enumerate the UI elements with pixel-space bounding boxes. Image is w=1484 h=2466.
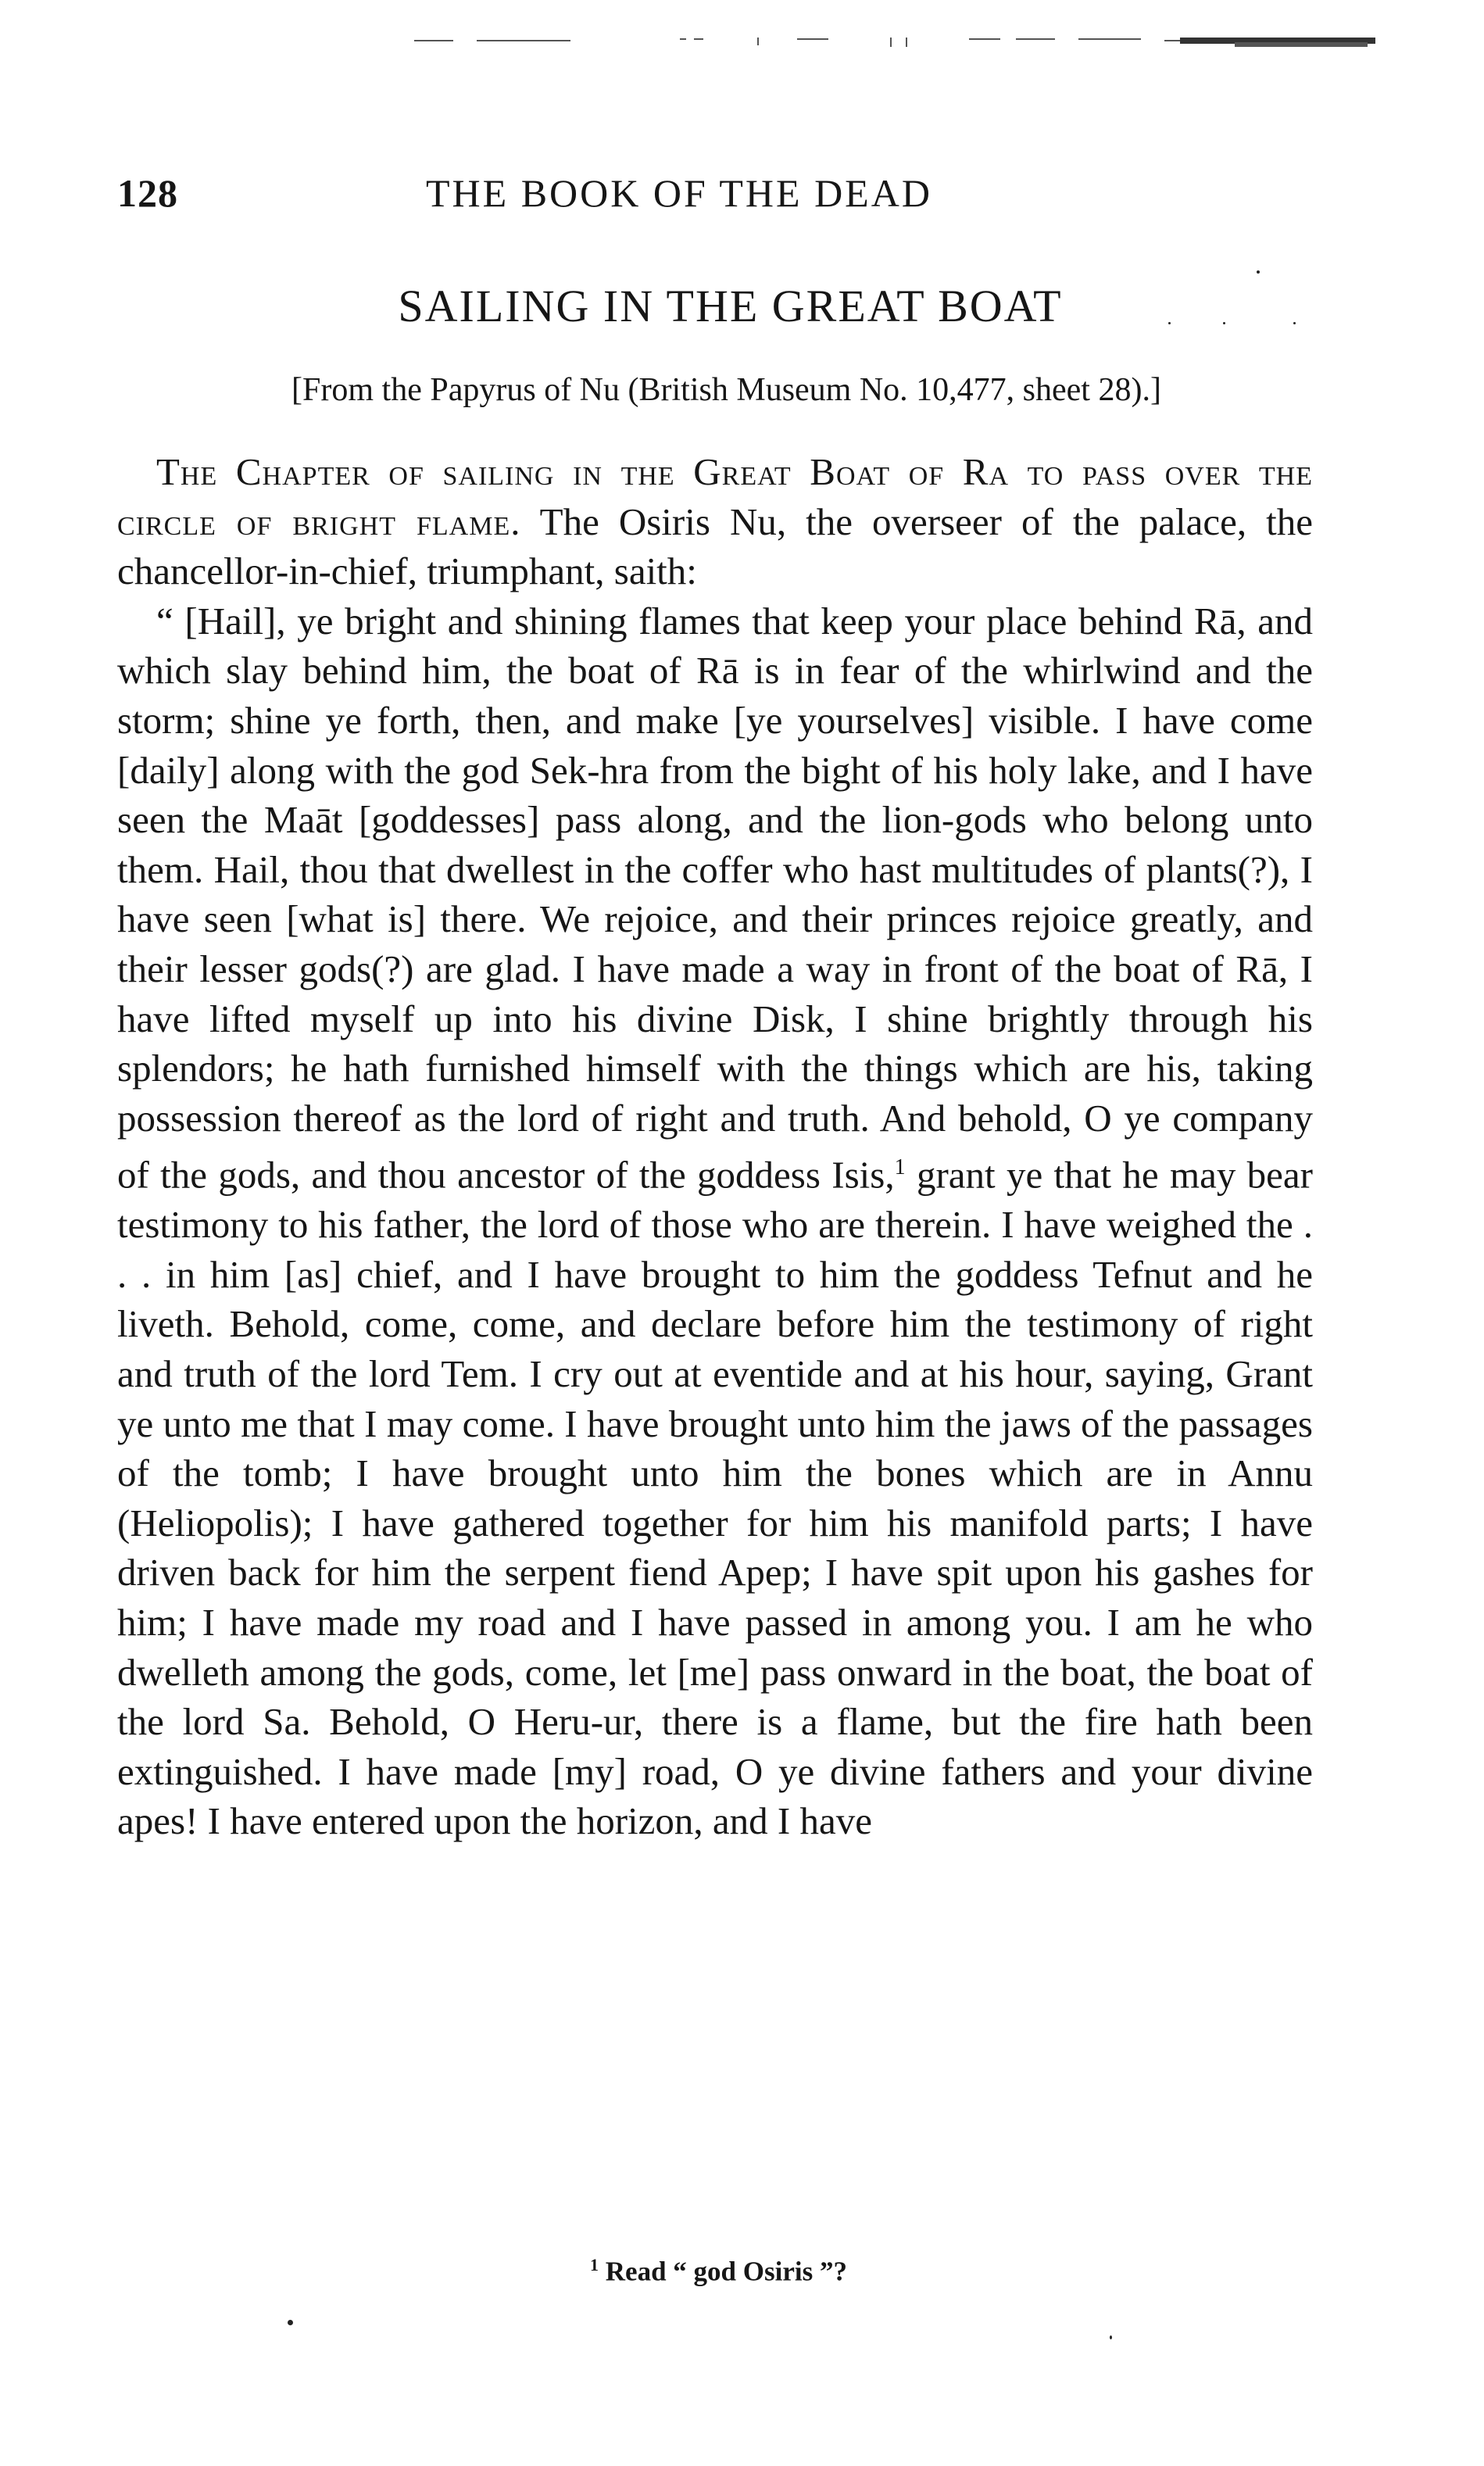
body-text <box>117 447 1313 1846</box>
intro-text: The Osiris Nu, the overseer of the palace, the chancellor-in-chief, triumphant, saith: <box>117 499 1313 593</box>
footnote <box>0 2255 1484 2288</box>
scan-speck <box>1168 322 1171 324</box>
paragraph-text-part1: “ [Hail], ye bright and shining flames that keep your place behind Rā, and which slay behind him, the boat of Rā is in fear of the whirlwind and the storm; shine ye forth, then, and make [ye yourselves] visible. I have come [daily] along with the god Sek-hra from the bight of his holy lake, and I have seen the Maāt [goddesses] pass along, and the lion-gods who belong unto them. Hail, thou that dwellest in the coffer who hast multitudes of plants(?), I have seen [what is] there. We rejoice, and their princes rejoice greatly, and their lesser gods(?) are glad. I have made a way in front of the boat of Rā, I have lifted myself up into his divine Disk, I shine brightly through his splendors; he hath furnished himself with the things which are his, taking possession thereof as the lord of right and truth. And behold, O ye company of the gods, and thou ancestor of the goddess Isis, <box>117 599 1313 1197</box>
running-head: THE BOOK OF THE DEAD <box>426 171 932 215</box>
footnote-marker: 1 <box>590 2255 599 2275</box>
paragraph-text-part2: grant ye that he may bear testimony to his father, the lord of those who are therein. I have weighed the . . . in him [as] chief, and I have brought to him the goddess Tefnut and he liveth. Behold, come, come, and declare before him the testimony of right and truth of the lord Tem. I cry out at eventide and at his hour, saying, Grant ye unto me that I may come. I have brought unto him the jaws of the passages of the tomb; I have brought unto him the bones which are in Annu (Heliopolis); I have gathered together for him his manifold parts; I have driven back for him the serpent fiend Apep; I have spit upon his gashes for him; I have made my road and I have passed in among you. I am he who dwelleth among the gods, come, let [me] pass onward in the boat, the boat of the lord Sa. Behold, O Heru-ur, there is a flame, but the fire hath been extinguished. I have made [my] road, O ye divine fathers and your divine apes! I have entered upon the horizon, and I have <box>117 1153 1313 1843</box>
page-number: 128 <box>117 171 178 215</box>
scan-artifact-strip <box>391 34 1430 50</box>
chapter-title: SAILING IN THE GREAT BOAT <box>398 281 1063 331</box>
chapter-rubric: The Chapter of sailing in the Great Boat of Ra to pass over the circle of bright flame. <box>117 450 1314 543</box>
scan-speck <box>1223 322 1225 324</box>
page-header <box>117 170 1313 217</box>
source-note: [From the Papyrus of Nu (British Museum No. 10,477, sheet 28).] <box>291 372 1161 408</box>
scan-speck <box>1257 270 1260 274</box>
footnote-reference: 1 <box>894 1155 906 1180</box>
scan-speck <box>288 2320 293 2325</box>
footnote-text: Read “ god Osiris ”? <box>605 2256 847 2287</box>
scan-speck <box>1110 2335 1112 2339</box>
scan-speck <box>1293 322 1296 324</box>
opening-paragraph <box>117 447 1313 596</box>
main-paragraph <box>117 596 1313 1846</box>
